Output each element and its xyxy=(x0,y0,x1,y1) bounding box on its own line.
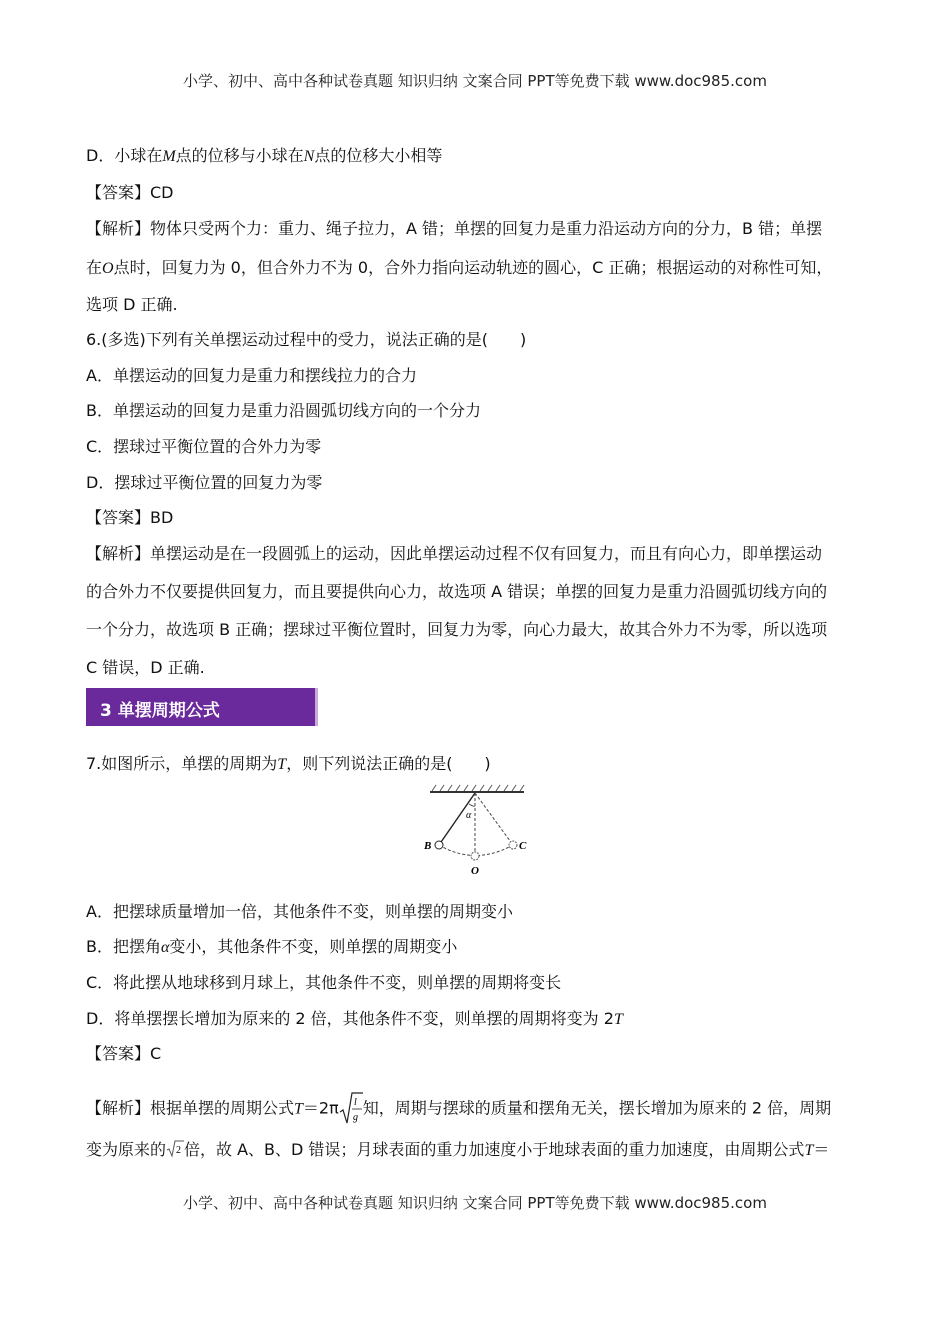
label-o: O xyxy=(471,865,479,877)
q6-option-c: C．摆球过平衡位置的合外力为零 xyxy=(86,437,322,456)
sqrt-numerator: l xyxy=(353,1097,357,1108)
q7-stem: 7.如图所示，单摆的周期为T，则下列说法正确的是( ) xyxy=(86,754,491,773)
q6-analysis-line1: 【解析】单摆运动是在一段圆弧上的运动，因此单摆运动过程不仅有回复力，而且有向心力，即单摆运动 xyxy=(86,544,823,563)
q7-option-b: B．把摆角α变小，其他条件不变，则单摆的周期变小 xyxy=(86,937,458,956)
q5-answer: 【答案】CD xyxy=(86,183,174,202)
sqrt-two xyxy=(166,1140,184,1161)
q7-option-a: A．把摆球质量增加一倍，其他条件不变，则单摆的周期变小 xyxy=(86,902,513,921)
q5-option-d: D．小球在M点的位移与小球在N点的位移大小相等 xyxy=(86,146,443,165)
q7-answer: 【答案】C xyxy=(86,1044,162,1063)
q6-analysis-line3: 一个分力，故选项 B 正确；摆球过平衡位置时，回复力为零，向心力最大，故其合外力不为零，所以选项 xyxy=(86,620,828,639)
page-header: 小学、初中、高中各种试卷真题 知识归纳 文案合同 PPT等免费下载 www.doc985.com xyxy=(183,72,767,90)
q5-analysis-line3: 选项 D 正确. xyxy=(86,295,178,314)
q7-analysis-line1: 【解析】根据单摆的周期公式T＝2π l g 知，周期与摆球的质量和摆角无关，摆长增加为原来的 2 倍，周期 xyxy=(86,1092,831,1126)
q6-option-b: B．单摆运动的回复力是重力沿圆弧切线方向的一个分力 xyxy=(86,401,481,420)
dashed-string-c xyxy=(475,793,513,845)
ball-b xyxy=(435,841,443,849)
q6-analysis-line4: C 错误，D 正确. xyxy=(86,658,205,677)
q6-option-a: A．单摆运动的回复力是重力和摆线拉力的合力 xyxy=(86,366,417,385)
pendulum-diagram xyxy=(420,782,532,878)
section-title: 3 单摆周期公式 xyxy=(100,701,220,721)
q7-option-c: C．将此摆从地球移到月球上，其他条件不变，则单摆的周期将变长 xyxy=(86,973,562,992)
sqrt-l-over-g xyxy=(339,1092,363,1126)
label-c: C xyxy=(519,840,527,852)
ball-o xyxy=(471,852,479,860)
q6-analysis-line2: 的合外力不仅要提供回复力，而且要提供向心力，故选项 A 错误；单摆的回复力是重力沿圆弧切线方向的 xyxy=(86,582,828,601)
q5-analysis-line1: 【解析】物体只受两个力：重力、绳子拉力，A 错；单摆的回复力是重力沿运动方向的分力，B 错；单摆 xyxy=(86,219,823,238)
sqrt-two-value: 2 xyxy=(176,1145,182,1156)
q6-answer: 【答案】BD xyxy=(86,508,174,527)
sqrt-denominator: g xyxy=(352,1112,358,1123)
pendulum-figure xyxy=(420,782,532,882)
ceiling xyxy=(430,785,524,792)
alpha-label: α xyxy=(466,810,472,821)
page-footer: 小学、初中、高中各种试卷真题 知识归纳 文案合同 PPT等免费下载 www.doc985.com xyxy=(183,1194,767,1212)
q5-analysis-line2: 在O点时，回复力为 0，但合外力不为 0，合外力指向运动轨迹的圆心，C 正确；根据运动的对称性可知， xyxy=(86,258,833,277)
q7-option-d: D．将单摆摆长增加为原来的 2 倍，其他条件不变，则单摆的周期将变为 2T xyxy=(86,1009,623,1028)
q6-option-d: D．摆球过平衡位置的回复力为零 xyxy=(86,473,323,492)
q7-analysis-line2: 变为原来的 2 倍，故 A、B、D 错误；月球表面的重力加速度小于地球表面的重力加速度，由周期公式T＝ xyxy=(86,1140,830,1159)
section-banner xyxy=(86,688,318,726)
q6-stem: 6.(多选)下列有关单摆运动过程中的受力，说法正确的是( ) xyxy=(86,330,527,349)
ball-c xyxy=(509,841,517,849)
label-b: B xyxy=(424,840,432,852)
